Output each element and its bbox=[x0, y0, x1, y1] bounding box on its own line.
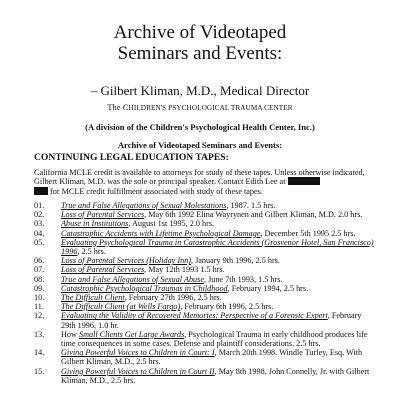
item-number: 10. bbox=[34, 293, 45, 303]
tape-list bbox=[34, 201, 374, 385]
center-name bbox=[0, 103, 400, 113]
item-title: Loss of Parental Services (Holiday Inn) bbox=[61, 256, 191, 266]
document-title bbox=[0, 22, 400, 64]
center-name-prefix: The bbox=[107, 103, 121, 112]
list-item bbox=[34, 284, 374, 293]
item-title: Evaluating the Validity of Recovered Memories: Perspective of a Forensic Expert bbox=[61, 311, 328, 321]
item-text bbox=[61, 219, 374, 228]
item-title: Small Clients Get Large Awards bbox=[78, 329, 185, 339]
item-text bbox=[61, 330, 374, 348]
list-item bbox=[34, 348, 374, 366]
item-title: True and False Allegations of Sexual Abuse bbox=[61, 274, 204, 284]
center-name-initial: C bbox=[122, 103, 129, 112]
item-number: 13. bbox=[34, 329, 45, 339]
item-text bbox=[61, 201, 374, 210]
list-item bbox=[34, 219, 374, 228]
item-details: , 1987. 1.5 hrs. bbox=[226, 201, 276, 210]
item-details: , May 6th 1992 Elina Wayrynen and Gilbert Kliman, M.D. 2.0 hrs. bbox=[144, 210, 363, 220]
list-item bbox=[34, 302, 374, 311]
item-number: 09. bbox=[34, 283, 45, 293]
list-item bbox=[34, 330, 374, 348]
item-details: , May 8th 1998, John Connelly, Jr. with Gilbert Kliman, M.D., 2.5 hrs. bbox=[61, 366, 370, 385]
intro-paragraph bbox=[34, 168, 368, 196]
item-text bbox=[61, 265, 374, 274]
title-line-1: Archive of Videotaped bbox=[113, 22, 287, 43]
redaction-block bbox=[34, 187, 48, 195]
item-details: , June 7th 1993, 1.5 hrs. bbox=[203, 274, 283, 284]
item-details: , March 20th 1998. Windle Turley, Esq. With Gilbert Kliman, M.D., 2.5 hrs. bbox=[61, 348, 363, 367]
item-number: 01. bbox=[34, 201, 45, 210]
item-text bbox=[61, 311, 374, 329]
item-number: 11. bbox=[34, 302, 44, 312]
item-text bbox=[61, 302, 374, 311]
item-title: The Difficult Client bbox=[61, 293, 125, 303]
redaction-block bbox=[288, 177, 320, 185]
title-line-2: Seminars and Events: bbox=[117, 43, 283, 64]
division-line: (A division of the Children's Psychological Health Center, Inc.) bbox=[85, 122, 315, 132]
item-details: , February 29th 1996, 1.0 hr. bbox=[61, 311, 362, 330]
item-text bbox=[61, 367, 374, 385]
item-details: , August 1st 1995, 2.0 hrs. bbox=[128, 219, 215, 229]
intro-text-a: California MCLE credit is available to attorneys for study of these tapes. Unless otherwise indicated, Gilbert Kliman, M.D. was the sole or principal speaker. Contact Edith Lee at bbox=[34, 168, 365, 187]
item-text bbox=[61, 275, 374, 284]
item-text bbox=[61, 229, 374, 238]
item-details: , December 5th 1995 2.5 hrs. bbox=[260, 228, 356, 238]
item-text bbox=[61, 293, 374, 302]
item-title: Catastrophic Psychological Traumas in Childhood bbox=[61, 283, 228, 293]
item-number: 03. bbox=[34, 219, 45, 229]
item-details: , May 12th 1993 1.5 hrs. bbox=[144, 265, 225, 275]
item-details: , February 27th 1996, 2.5 hrs. bbox=[124, 293, 222, 303]
item-title: Abuse in Institutions bbox=[61, 219, 129, 229]
list-item bbox=[34, 275, 374, 284]
item-text bbox=[61, 284, 374, 293]
item-number: 12. bbox=[34, 311, 45, 321]
item-title: Loss of Parental Services bbox=[61, 265, 145, 275]
list-item bbox=[34, 265, 374, 274]
item-title: The Difficult Client (at Wells Fargo) bbox=[61, 302, 181, 312]
item-number: 04. bbox=[34, 228, 45, 238]
item-number: 02. bbox=[34, 210, 45, 220]
item-details: , January 9th 1996, 2.5 hrs. bbox=[191, 256, 280, 266]
list-item bbox=[34, 238, 374, 256]
item-prefix: How bbox=[61, 329, 79, 339]
item-number: 15. bbox=[34, 366, 45, 376]
item-number: 07. bbox=[34, 265, 45, 275]
item-details: , Psychological Trauma in early childhood produces life time consequences in some cases. Defense and plaintiff considerations. 2.5 hrs. bbox=[61, 329, 368, 349]
item-text bbox=[61, 348, 374, 366]
item-number: 08. bbox=[34, 274, 45, 284]
item-details: , February 6th 1996, 2.5 hrs. bbox=[180, 302, 274, 312]
archive-subtitle: Archive of Videotaped Seminars and Events: bbox=[117, 140, 283, 150]
list-item bbox=[34, 210, 374, 219]
item-details: , February 1994, 2.5 hrs. bbox=[227, 283, 309, 293]
item-title: Giving Powerful Voices to Children in Court II bbox=[61, 366, 215, 376]
intro-text-b: for MCLE credit fulfillment associated with study of these tapes. bbox=[50, 186, 263, 196]
list-item bbox=[34, 201, 374, 210]
item-text bbox=[61, 210, 374, 219]
item-number: 05. bbox=[34, 237, 45, 247]
item-number: 14. bbox=[34, 348, 45, 358]
item-title: Giving Powerful Voices to Children in Court: I bbox=[61, 348, 215, 358]
item-title: Evaluating Psychological Trauma in Catastrophic Accidents (Grosvenor Hotel, San Francisco) 1996 bbox=[61, 237, 374, 257]
list-item bbox=[34, 256, 374, 265]
item-text bbox=[61, 238, 374, 256]
item-number: 06. bbox=[34, 256, 45, 266]
author-line: – Gilbert Kliman, M.D., Medical Director bbox=[90, 83, 310, 98]
item-details: , 2.5 hrs. bbox=[77, 247, 106, 257]
center-name-rest: HILDREN'S PSYCHOLOGICAL TRAUMA CENTER bbox=[128, 104, 293, 112]
item-text bbox=[61, 256, 374, 265]
section-heading: CONTINUING LEGAL EDUCATION TAPES: bbox=[34, 152, 229, 163]
item-title: True and False Allegations of Sexual Molestations bbox=[61, 201, 227, 210]
list-item bbox=[34, 311, 374, 329]
item-title: Catastrophic Accidents with Lifetime Psychological Damage bbox=[61, 228, 261, 238]
list-item bbox=[34, 367, 374, 385]
item-title: Loss of Parental Services bbox=[61, 210, 145, 220]
list-item bbox=[34, 229, 374, 238]
list-item bbox=[34, 293, 374, 302]
